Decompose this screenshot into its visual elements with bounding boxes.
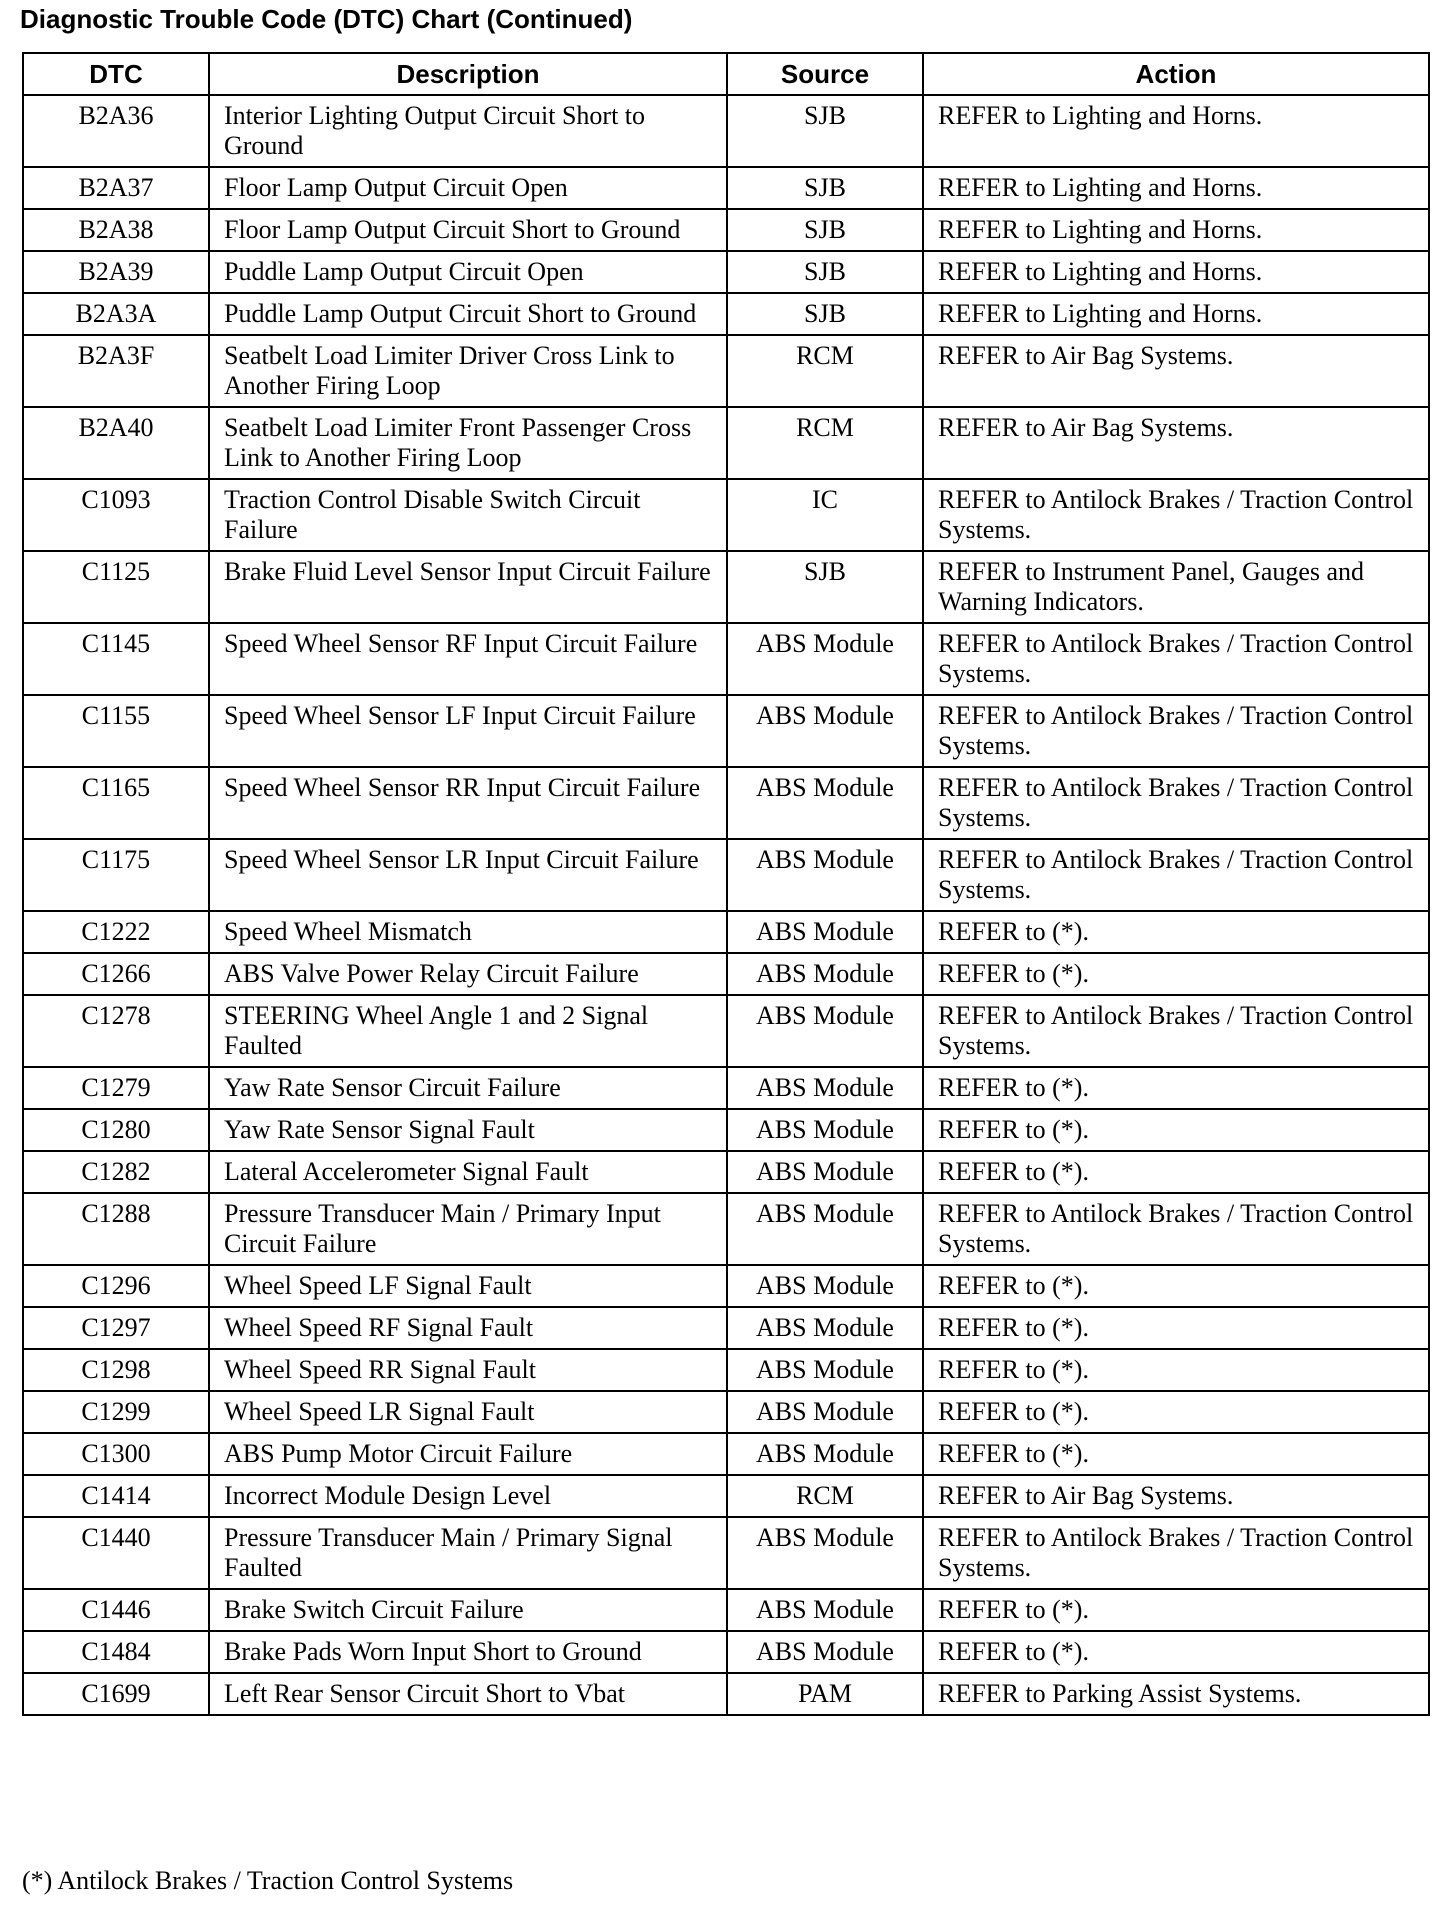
description-cell: Speed Wheel Sensor RF Input Circuit Failure	[209, 623, 727, 695]
action-cell: REFER to (*).	[923, 911, 1429, 953]
table-row	[23, 1349, 1429, 1391]
dtc-cell: C1296	[23, 1265, 209, 1307]
dtc-cell: C1165	[23, 767, 209, 839]
description-cell: Floor Lamp Output Circuit Open	[209, 167, 727, 209]
table-row	[23, 209, 1429, 251]
action-cell: REFER to Air Bag Systems.	[923, 1475, 1429, 1517]
dtc-cell: C1446	[23, 1589, 209, 1631]
table-row	[23, 1475, 1429, 1517]
table-row	[23, 995, 1429, 1067]
action-cell: REFER to (*).	[923, 1307, 1429, 1349]
action-cell: REFER to Antilock Brakes / Traction Control Systems.	[923, 695, 1429, 767]
description-cell: Left Rear Sensor Circuit Short to Vbat	[209, 1673, 727, 1715]
dtc-cell: C1280	[23, 1109, 209, 1151]
source-cell: ABS Module	[727, 1067, 923, 1109]
description-cell: Speed Wheel Sensor RR Input Circuit Failure	[209, 767, 727, 839]
table-row	[23, 1067, 1429, 1109]
action-cell: REFER to Instrument Panel, Gauges and Warning Indicators.	[923, 551, 1429, 623]
action-cell: REFER to (*).	[923, 1349, 1429, 1391]
dtc-cell: B2A40	[23, 407, 209, 479]
source-cell: ABS Module	[727, 1109, 923, 1151]
table-row	[23, 1589, 1429, 1631]
dtc-cell: C1222	[23, 911, 209, 953]
action-cell: REFER to (*).	[923, 1067, 1429, 1109]
dtc-cell: C1297	[23, 1307, 209, 1349]
dtc-cell: C1145	[23, 623, 209, 695]
source-cell: ABS Module	[727, 839, 923, 911]
description-cell: ABS Valve Power Relay Circuit Failure	[209, 953, 727, 995]
source-cell: SJB	[727, 209, 923, 251]
source-cell: ABS Module	[727, 1265, 923, 1307]
source-cell: ABS Module	[727, 1193, 923, 1265]
action-cell: REFER to Antilock Brakes / Traction Control Systems.	[923, 767, 1429, 839]
source-cell: ABS Module	[727, 1391, 923, 1433]
dtc-cell: B2A38	[23, 209, 209, 251]
action-cell: REFER to (*).	[923, 1151, 1429, 1193]
source-cell: SJB	[727, 251, 923, 293]
table-row	[23, 767, 1429, 839]
table-row	[23, 251, 1429, 293]
table-row	[23, 293, 1429, 335]
source-cell: SJB	[727, 95, 923, 167]
description-cell: ABS Pump Motor Circuit Failure	[209, 1433, 727, 1475]
table-body	[23, 95, 1429, 1715]
source-cell: ABS Module	[727, 1151, 923, 1193]
table-row	[23, 551, 1429, 623]
description-cell: Pressure Transducer Main / Primary Input Circuit Failure	[209, 1193, 727, 1265]
dtc-cell: C1266	[23, 953, 209, 995]
table-row	[23, 1151, 1429, 1193]
action-cell: REFER to (*).	[923, 953, 1429, 995]
dtc-cell: C1699	[23, 1673, 209, 1715]
source-cell: RCM	[727, 1475, 923, 1517]
action-cell: REFER to Antilock Brakes / Traction Control Systems.	[923, 623, 1429, 695]
source-cell: ABS Module	[727, 911, 923, 953]
table-row	[23, 1433, 1429, 1475]
description-cell: Pressure Transducer Main / Primary Signal Faulted	[209, 1517, 727, 1589]
action-cell: REFER to Antilock Brakes / Traction Control Systems.	[923, 479, 1429, 551]
action-cell: REFER to (*).	[923, 1391, 1429, 1433]
action-cell: REFER to Lighting and Horns.	[923, 167, 1429, 209]
action-cell: REFER to Parking Assist Systems.	[923, 1673, 1429, 1715]
table-row	[23, 839, 1429, 911]
action-cell: REFER to (*).	[923, 1433, 1429, 1475]
table-row	[23, 167, 1429, 209]
action-cell: REFER to Antilock Brakes / Traction Control Systems.	[923, 1193, 1429, 1265]
dtc-cell: B2A39	[23, 251, 209, 293]
source-cell: ABS Module	[727, 1589, 923, 1631]
description-cell: Brake Fluid Level Sensor Input Circuit Failure	[209, 551, 727, 623]
dtc-cell: C1175	[23, 839, 209, 911]
description-cell: Wheel Speed RR Signal Fault	[209, 1349, 727, 1391]
action-cell: REFER to (*).	[923, 1631, 1429, 1673]
source-cell: RCM	[727, 407, 923, 479]
dtc-cell: C1155	[23, 695, 209, 767]
dtc-cell: B2A3A	[23, 293, 209, 335]
table-row	[23, 1517, 1429, 1589]
table-row	[23, 335, 1429, 407]
action-cell: REFER to Air Bag Systems.	[923, 407, 1429, 479]
description-cell: Floor Lamp Output Circuit Short to Ground	[209, 209, 727, 251]
table-row	[23, 953, 1429, 995]
table-row	[23, 695, 1429, 767]
action-cell: REFER to Lighting and Horns.	[923, 293, 1429, 335]
dtc-cell: C1282	[23, 1151, 209, 1193]
table-row	[23, 1631, 1429, 1673]
description-cell: Traction Control Disable Switch Circuit Failure	[209, 479, 727, 551]
column-header-action: Action	[923, 53, 1429, 95]
description-cell: Wheel Speed RF Signal Fault	[209, 1307, 727, 1349]
description-cell: Puddle Lamp Output Circuit Short to Ground	[209, 293, 727, 335]
source-cell: ABS Module	[727, 1631, 923, 1673]
page-title: Diagnostic Trouble Code (DTC) Chart (Continued)	[20, 4, 633, 34]
source-cell: ABS Module	[727, 1517, 923, 1589]
column-header-description: Description	[209, 53, 727, 95]
source-cell: ABS Module	[727, 767, 923, 839]
table-header-row	[23, 53, 1429, 95]
source-cell: ABS Module	[727, 995, 923, 1067]
source-cell: SJB	[727, 551, 923, 623]
description-cell: Seatbelt Load Limiter Front Passenger Cross Link to Another Firing Loop	[209, 407, 727, 479]
source-cell: SJB	[727, 293, 923, 335]
description-cell: Wheel Speed LR Signal Fault	[209, 1391, 727, 1433]
action-cell: REFER to (*).	[923, 1265, 1429, 1307]
action-cell: REFER to Antilock Brakes / Traction Control Systems.	[923, 839, 1429, 911]
source-cell: ABS Module	[727, 953, 923, 995]
dtc-cell: B2A3F	[23, 335, 209, 407]
table-row	[23, 479, 1429, 551]
dtc-cell: B2A37	[23, 167, 209, 209]
dtc-cell: C1279	[23, 1067, 209, 1109]
description-cell: Interior Lighting Output Circuit Short to Ground	[209, 95, 727, 167]
description-cell: Lateral Accelerometer Signal Fault	[209, 1151, 727, 1193]
dtc-cell: B2A36	[23, 95, 209, 167]
dtc-cell: C1298	[23, 1349, 209, 1391]
source-cell: PAM	[727, 1673, 923, 1715]
action-cell: REFER to Lighting and Horns.	[923, 95, 1429, 167]
column-header-source: Source	[727, 53, 923, 95]
action-cell: REFER to Antilock Brakes / Traction Control Systems.	[923, 995, 1429, 1067]
action-cell: REFER to Lighting and Horns.	[923, 209, 1429, 251]
dtc-cell: C1414	[23, 1475, 209, 1517]
table-row	[23, 623, 1429, 695]
description-cell: Speed Wheel Mismatch	[209, 911, 727, 953]
dtc-table	[22, 52, 1430, 1716]
source-cell: ABS Module	[727, 695, 923, 767]
dtc-cell: C1299	[23, 1391, 209, 1433]
description-cell: Puddle Lamp Output Circuit Open	[209, 251, 727, 293]
column-header-dtc: DTC	[23, 53, 209, 95]
action-cell: REFER to Lighting and Horns.	[923, 251, 1429, 293]
dtc-cell: C1440	[23, 1517, 209, 1589]
source-cell: SJB	[727, 167, 923, 209]
description-cell: Wheel Speed LF Signal Fault	[209, 1265, 727, 1307]
table-row	[23, 1391, 1429, 1433]
table-row	[23, 95, 1429, 167]
description-cell: STEERING Wheel Angle 1 and 2 Signal Faulted	[209, 995, 727, 1067]
dtc-cell: C1288	[23, 1193, 209, 1265]
table-row	[23, 1265, 1429, 1307]
table-row	[23, 1109, 1429, 1151]
source-cell: IC	[727, 479, 923, 551]
description-cell: Speed Wheel Sensor LF Input Circuit Failure	[209, 695, 727, 767]
description-cell: Incorrect Module Design Level	[209, 1475, 727, 1517]
footnote: (*) Antilock Brakes / Traction Control Systems	[22, 1866, 514, 1895]
source-cell: ABS Module	[727, 1433, 923, 1475]
description-cell: Yaw Rate Sensor Signal Fault	[209, 1109, 727, 1151]
description-cell: Yaw Rate Sensor Circuit Failure	[209, 1067, 727, 1109]
dtc-cell: C1125	[23, 551, 209, 623]
description-cell: Brake Switch Circuit Failure	[209, 1589, 727, 1631]
description-cell: Speed Wheel Sensor LR Input Circuit Failure	[209, 839, 727, 911]
table-row	[23, 1193, 1429, 1265]
action-cell: REFER to (*).	[923, 1109, 1429, 1151]
source-cell: RCM	[727, 335, 923, 407]
dtc-cell: C1093	[23, 479, 209, 551]
action-cell: REFER to Air Bag Systems.	[923, 335, 1429, 407]
source-cell: ABS Module	[727, 1307, 923, 1349]
action-cell: REFER to (*).	[923, 1589, 1429, 1631]
dtc-cell: C1300	[23, 1433, 209, 1475]
table-row	[23, 911, 1429, 953]
description-cell: Seatbelt Load Limiter Driver Cross Link to Another Firing Loop	[209, 335, 727, 407]
table-row	[23, 407, 1429, 479]
source-cell: ABS Module	[727, 623, 923, 695]
table-row	[23, 1307, 1429, 1349]
source-cell: ABS Module	[727, 1349, 923, 1391]
dtc-cell: C1484	[23, 1631, 209, 1673]
table-row	[23, 1673, 1429, 1715]
action-cell: REFER to Antilock Brakes / Traction Control Systems.	[923, 1517, 1429, 1589]
dtc-cell: C1278	[23, 995, 209, 1067]
description-cell: Brake Pads Worn Input Short to Ground	[209, 1631, 727, 1673]
